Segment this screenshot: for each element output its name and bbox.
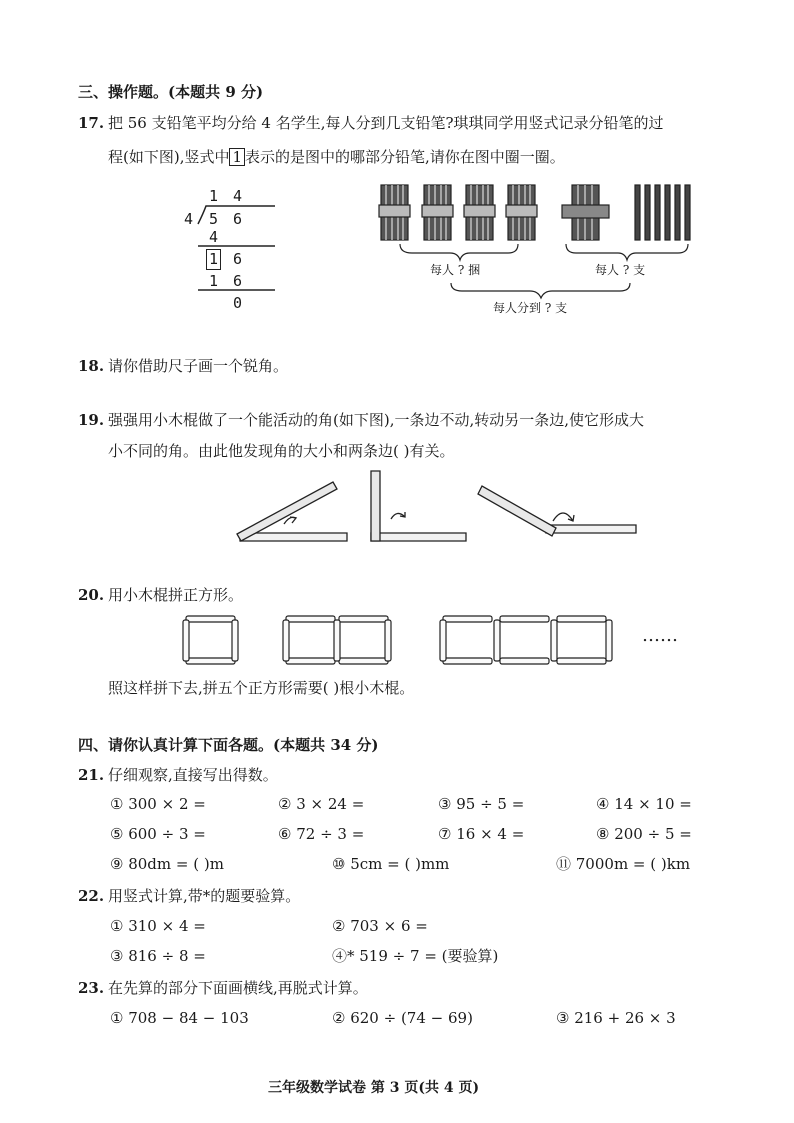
angle-figure-3 [478, 486, 636, 536]
q19-line2: 小不同的角。由此他发现角的大小和两条边( )有关。 [108, 442, 455, 460]
fixed-stick-1 [240, 533, 347, 541]
q21-item: ⑨ 80dm = ( )m [110, 855, 224, 873]
q21-item: ④ 14 × 10 = [596, 795, 692, 813]
q22-number: 22. [78, 887, 105, 905]
dividend-digit-2: 6 [233, 210, 243, 228]
quotient-digit-2: 4 [233, 187, 243, 205]
q21-item: ② 3 × 24 = [278, 795, 365, 813]
q22-item: ② 703 × 6 = [332, 917, 428, 935]
q22-item: ④* 519 ÷ 7 = (要验算) [332, 947, 499, 965]
fixed-stick-3 [546, 525, 636, 533]
q20-title: 用小木棍拼正方形。 [108, 586, 244, 604]
q21-item: ⑥ 72 ÷ 3 = [278, 825, 365, 843]
rotating-stick-1 [237, 482, 337, 541]
q17-boxed-digit: 1 [229, 148, 245, 166]
q21-number: 21. [78, 766, 105, 784]
stick-squares [183, 616, 612, 664]
label-bundles-per-person: 每人 ? 捆 [430, 263, 481, 277]
q23-number: 23. [78, 979, 105, 997]
q17-number: 17. [78, 114, 105, 132]
angle-figure-2 [371, 471, 466, 541]
q17-line2-post: 表示的是图中的哪部分铅笔,请你在图中圈一圈。 [245, 148, 565, 166]
remainder: 0 [233, 294, 243, 312]
fixed-stick-2 [371, 533, 466, 541]
label-total-per-person: 每人分到 ? 支 [493, 301, 568, 315]
quotient-digit-1: 1 [209, 187, 219, 205]
pencil-bundle-2-icon [422, 185, 453, 240]
q17-line1: 把 56 支铅笔平均分给 4 名学生,每人分到几支铅笔?琪琪同学用竖式记录分铅笔的过 [108, 114, 664, 132]
q21-item: ⑧ 200 ÷ 5 = [596, 825, 692, 843]
label-sticks-per-person: 每人 ? 支 [595, 263, 646, 277]
q19-number: 19. [78, 411, 105, 429]
step-3-digit-1: 1 [209, 272, 219, 290]
q21-item: ⑤ 600 ÷ 3 = [110, 825, 206, 843]
q21-item: ⑪ 7000m = ( )km [556, 855, 691, 873]
page-footer: 三年级数学试卷 第 3 页(共 4 页) [268, 1080, 480, 1096]
loose-pencils-icon [635, 185, 690, 240]
q18-text: 请你借助尺子画一个锐角。 [108, 357, 289, 375]
boxed-step-digit: 1 [206, 249, 221, 270]
brace-sticks [566, 244, 688, 260]
q23-item: ① 708 − 84 − 103 [110, 1009, 249, 1027]
step-3-digit-2: 6 [233, 272, 243, 290]
step-2-digit: 6 [233, 250, 243, 268]
q17-line2-pre: 程(如下图),竖式中 [108, 148, 230, 166]
rotating-stick-3 [478, 486, 556, 536]
q23-title: 在先算的部分下面画横线,再脱式计算。 [108, 979, 368, 997]
q19-line1: 强强用小木棍做了一个能活动的角(如下图),一条边不动,转动另一条边,使它形成大 [108, 411, 645, 429]
brace-bundles [400, 244, 518, 260]
pencil-bundles [379, 185, 690, 240]
q21-item: ⑦ 16 × 4 = [438, 825, 525, 843]
q21-item: ⑩ 5cm = ( )mm [332, 855, 450, 873]
division-lines [198, 206, 275, 290]
section4-title: 四、请你认真计算下面各题。(本题共 34 分) [78, 736, 379, 754]
q23-item: ② 620 ÷ (74 − 69) [332, 1009, 473, 1027]
q21-title: 仔细观察,直接写出得数。 [108, 766, 278, 784]
section3-title: 三、操作题。(本题共 9 分) [78, 83, 264, 101]
rotating-stick-2 [371, 471, 380, 541]
division-bracket [198, 206, 275, 224]
q22-title: 用竖式计算,带*的题要验算。 [108, 887, 301, 905]
dividend-digit-1: 5 [209, 210, 219, 228]
pencil-bundle-1-icon [379, 185, 410, 240]
q21-item: ③ 95 ÷ 5 = [438, 795, 525, 813]
square-pattern-1 [183, 616, 238, 664]
q22-item: ① 310 × 4 = [110, 917, 206, 935]
q21-item: ① 300 × 2 = [110, 795, 206, 813]
q22-item: ③ 816 ÷ 8 = [110, 947, 206, 965]
q20-number: 20. [78, 586, 105, 604]
pencil-bundle-3-icon [464, 185, 495, 240]
q20-continuation-dots: …… [642, 625, 678, 646]
subtract-step-1: 4 [209, 228, 219, 246]
q20-question: 照这样拼下去,拼五个正方形需要( )根小木棍。 [108, 679, 415, 697]
divisor: 4 [184, 210, 194, 228]
q18-number: 18. [78, 357, 105, 375]
brace-total [451, 283, 630, 298]
pencil-bundle-open-icon [562, 185, 609, 240]
q23-item: ③ 216 + 26 × 3 [556, 1009, 676, 1027]
square-pattern-3 [440, 616, 612, 664]
square-pattern-2 [283, 616, 391, 664]
pencil-bundle-4-icon [506, 185, 537, 240]
angle-figure-1 [237, 482, 347, 541]
